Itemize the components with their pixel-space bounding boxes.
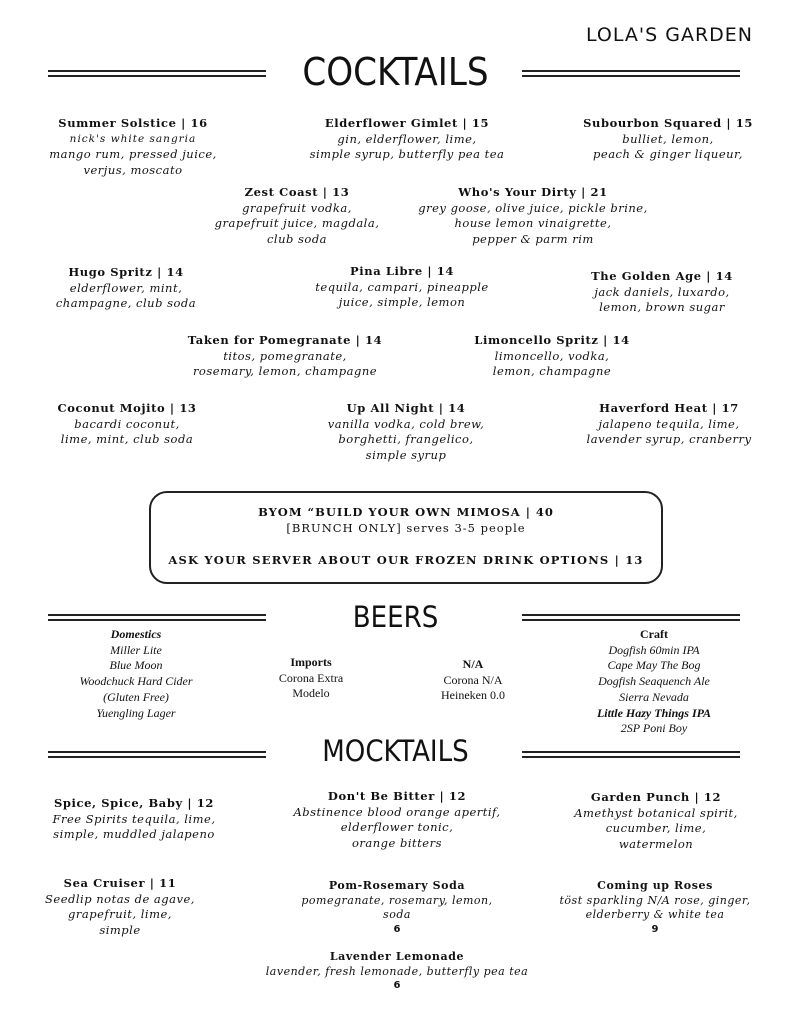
- item-desc: borghetti, frangelico,: [338, 432, 474, 446]
- item-price: 9: [651, 923, 659, 935]
- beer-group-heading: Domestics: [110, 627, 162, 641]
- beer-item: Dogfish Seaquench Ale: [598, 674, 710, 689]
- menu-item: [591, 269, 733, 316]
- item-name: Garden Punch | 12: [590, 790, 722, 804]
- mimosa-callout-box: [149, 491, 663, 584]
- frozen-drink-note: ASK YOUR SERVER ABOUT OUR FROZEN DRINK OPTIONS | 13: [168, 553, 644, 567]
- menu-item: [293, 789, 500, 851]
- beer-item: Heineken 0.0: [441, 688, 505, 703]
- item-desc: simple: [99, 922, 141, 937]
- menu-item: [301, 879, 492, 937]
- item-desc: simple syrup, butterfly pea tea: [309, 147, 505, 161]
- brunch-note: [BRUNCH ONLY] serves 3-5 people: [286, 521, 526, 535]
- item-desc: lime, mint, club soda: [60, 432, 194, 446]
- menu-item: [560, 879, 751, 937]
- item-desc: Seedlip notas de agave,: [45, 891, 195, 906]
- menu-item: [56, 265, 196, 312]
- menu-item: [53, 796, 216, 843]
- menu-item: [310, 116, 505, 163]
- beer-group-heading: N/A: [462, 657, 484, 671]
- menu-item: [328, 401, 485, 463]
- mimosa-line: BYOM “BUILD YOUR OWN MIMOSA | 40: [258, 505, 554, 519]
- beers-title: BEERS: [352, 600, 439, 634]
- menu-item: [49, 116, 217, 178]
- item-desc: vanilla vodka, cold brew,: [327, 416, 485, 431]
- menu-item: [315, 264, 488, 311]
- item-desc: bulliet, lemon,: [622, 131, 714, 146]
- menu-item: [57, 401, 196, 448]
- item-desc: cucumber, lime,: [605, 821, 707, 835]
- item-subtitle: nick's white sangria: [69, 132, 197, 145]
- mocktails-title: MOCKTAILS: [322, 734, 469, 768]
- cocktails-title: COCKTAILS: [302, 50, 489, 94]
- beer-group-imports: [279, 655, 343, 702]
- menu-item: [215, 185, 380, 247]
- item-desc: house lemon vinaigrette,: [454, 216, 612, 230]
- item-name: Zest Coast | 13: [244, 185, 350, 199]
- beer-item: Yuengling Lager: [96, 705, 176, 720]
- item-desc: soda: [383, 908, 411, 921]
- item-desc: grapefruit vodka,: [242, 200, 352, 215]
- item-desc: orange bitters: [352, 835, 442, 850]
- item-desc: watermelon: [618, 836, 694, 851]
- item-name: The Golden Age | 14: [591, 269, 733, 283]
- item-desc: limoncello, vodka,: [494, 348, 610, 363]
- beer-group-na: [441, 657, 505, 704]
- item-desc: grey goose, olive juice, pickle brine,: [418, 200, 648, 215]
- item-desc: jalapeno tequila, lime,: [598, 416, 740, 431]
- item-name: Haverford Heat | 17: [599, 401, 739, 415]
- item-desc: simple syrup: [365, 447, 447, 462]
- item-desc: rosemary, lemon, champagne: [192, 364, 378, 378]
- item-name: Pom-Rosemary Soda: [328, 879, 466, 892]
- item-name: Who's Your Dirty | 21: [458, 185, 608, 199]
- item-desc: lavender, fresh lemonade, butterfly pea tea: [265, 964, 529, 978]
- item-desc: mango rum, pressed juice,: [49, 147, 217, 161]
- item-name: Sea Cruiser | 11: [63, 876, 177, 890]
- beer-group-domestics: [79, 627, 192, 721]
- brand-logo: LOLA'S GARDEN: [586, 24, 753, 46]
- item-desc: grapefruit, lime,: [68, 907, 172, 921]
- item-name: Spice, Spice, Baby | 12: [54, 796, 214, 810]
- beer-item: Modelo: [292, 686, 330, 701]
- item-desc: töst sparkling N/A rose, ginger,: [559, 893, 751, 907]
- item-name: Don't Be Bitter | 12: [327, 789, 467, 803]
- item-desc: Abstinence blood orange apertif,: [293, 804, 501, 819]
- item-desc: Free Spirits tequila, lime,: [52, 811, 216, 826]
- menu-item: [418, 185, 647, 247]
- beer-item: Miller Lite: [110, 642, 162, 657]
- item-desc: juice, simple, lemon: [338, 295, 466, 309]
- beer-item: 2SP Poni Boy: [620, 721, 688, 736]
- item-desc: verjus, moscato: [83, 162, 183, 177]
- beer-item: Dogfish 60min IPA: [608, 642, 700, 657]
- item-desc: bacardi coconut,: [74, 416, 180, 431]
- beer-item: (Gluten Free): [103, 689, 169, 704]
- item-desc: champagne, club soda: [55, 296, 197, 310]
- item-desc: simple, muddled jalapeno: [53, 827, 215, 841]
- beer-item: Little Hazy Things IPA: [596, 705, 712, 720]
- item-desc: elderflower tonic,: [340, 820, 454, 834]
- beer-group-heading: Craft: [640, 627, 668, 641]
- item-desc: elderberry & white tea: [585, 908, 725, 921]
- item-name: Limoncello Spritz | 14: [474, 333, 630, 347]
- beer-group-craft: [597, 627, 711, 737]
- item-name: Coming up Roses: [597, 879, 713, 892]
- item-name: Elderflower Gimlet | 15: [324, 116, 490, 130]
- item-name: Hugo Spritz | 14: [68, 265, 184, 279]
- beer-item: Woodchuck Hard Cider: [79, 674, 193, 689]
- menu-item: [266, 950, 528, 994]
- item-name: Lavender Lemonade: [329, 950, 465, 963]
- item-desc: pomegranate, rosemary, lemon,: [301, 893, 493, 907]
- beer-item: Sierra Nevada: [619, 689, 689, 704]
- menu-item: [583, 116, 753, 163]
- item-desc: lemon, brown sugar: [599, 300, 725, 314]
- menu-item: [574, 790, 738, 852]
- item-name: Pina Libre | 14: [350, 264, 454, 278]
- menu-item: [474, 333, 629, 380]
- item-name: Up All Night | 14: [346, 401, 466, 415]
- item-desc: tequila, campari, pineapple: [315, 279, 489, 294]
- item-desc: grapefruit juice, magdala,: [214, 216, 380, 230]
- item-desc: gin, elderflower, lime,: [337, 131, 477, 146]
- item-price: 6: [393, 980, 401, 991]
- item-price: 6: [393, 923, 401, 935]
- item-desc: lavender syrup, cranberry: [586, 432, 752, 446]
- item-desc: elderflower, mint,: [69, 280, 183, 295]
- beer-group-heading: Imports: [290, 655, 332, 669]
- menu-item: [587, 401, 752, 448]
- beer-item: Corona N/A: [443, 672, 503, 687]
- item-desc: lemon, champagne: [492, 364, 612, 378]
- item-name: Summer Solstice | 16: [58, 116, 208, 130]
- item-name: Coconut Mojito | 13: [57, 401, 197, 415]
- item-desc: titos, pomegranate,: [223, 348, 347, 363]
- item-desc: Amethyst botanical spirit,: [574, 805, 738, 820]
- item-desc: peach & ginger liqueur,: [593, 147, 743, 161]
- beer-item: Blue Moon: [109, 658, 163, 673]
- item-desc: jack daniels, luxardo,: [594, 284, 730, 299]
- item-desc: club soda: [266, 231, 328, 246]
- item-name: Taken for Pomegranate | 14: [187, 333, 383, 347]
- beer-item: Corona Extra: [278, 670, 344, 685]
- menu-item: [45, 876, 195, 938]
- menu-item: [188, 333, 383, 380]
- beer-item: Cape May The Bog: [607, 658, 701, 673]
- item-name: Subourbon Squared | 15: [583, 116, 753, 130]
- item-desc: pepper & parm rim: [472, 231, 594, 246]
